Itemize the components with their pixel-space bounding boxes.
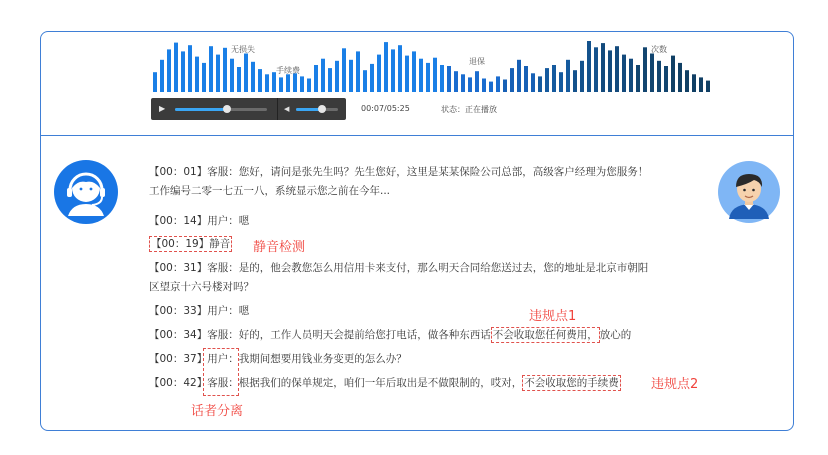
waveform-bar: [279, 77, 283, 92]
waveform-bar: [559, 72, 563, 92]
volume-icon[interactable]: ◀: [284, 105, 290, 113]
silence-detection-annotation: 静音检测: [253, 240, 306, 255]
play-icon[interactable]: ▶: [159, 104, 166, 113]
waveform-bar: [608, 50, 612, 92]
waveform-bar: [230, 59, 234, 92]
waveform-bar: [433, 58, 437, 92]
waveform-bar: [216, 55, 220, 92]
audio-player-controls: [151, 98, 346, 120]
waveform-bar: [503, 80, 507, 93]
waveform-label-fee: 手续费: [276, 66, 300, 75]
waveform-bar: [468, 77, 472, 92]
waveform-bar: [300, 76, 304, 92]
transcript-line: 【00：01】客服：您好，请问是张先生吗？先生您好，这里是某某保险公司总部，高级客户经理为您服务！: [149, 166, 649, 178]
violation-1-marker: 不会收取您任何费用，: [492, 329, 598, 341]
waveform-bar: [237, 67, 241, 92]
waveform-bar: [349, 60, 353, 92]
customer-service-agent-icon: [54, 160, 118, 224]
waveform-bar: [405, 56, 409, 92]
user-avatar-icon: [718, 161, 780, 223]
timestamp: 【00：42】: [149, 377, 208, 389]
waveform-bar: [160, 60, 164, 92]
waveform-bar: [251, 62, 255, 92]
speaker-separation-marker: [203, 348, 239, 396]
waveform-bar: [307, 79, 311, 93]
waveform-bar: [601, 43, 605, 92]
player-divider: [277, 98, 278, 120]
waveform-bar: [363, 70, 367, 92]
transcript-line-continued: 区望京十六号楼对吗？: [149, 281, 254, 293]
silence-marker: 【00：19】静音: [151, 238, 231, 250]
playback-progress-fill: [175, 108, 227, 111]
transcript-line: 【00：33】用户：嗯: [149, 305, 250, 317]
playback-time: 00:07/05:25: [361, 104, 410, 113]
waveform-bar: [440, 65, 444, 92]
waveform-bar: [524, 66, 528, 92]
waveform-bar: [454, 71, 458, 92]
waveform-bar: [496, 76, 500, 92]
waveform-bar: [489, 82, 493, 92]
waveform-bar: [398, 45, 402, 92]
waveform-bar: [181, 51, 185, 92]
speaker-label-agent: 客服：: [207, 377, 239, 389]
transcript-line: 【00：31】客服：是的，他会教您怎么用信用卡来支付，那么明天合同给您送过去，您的地址是北京市朝阳: [149, 262, 649, 274]
waveform-bar: [153, 72, 157, 92]
waveform-bar: [510, 68, 514, 92]
waveform-bar: [265, 74, 269, 92]
waveform-bar: [426, 63, 430, 92]
waveform-bar: [223, 48, 227, 92]
waveform-bar: [580, 61, 584, 92]
waveform-bar: [650, 54, 654, 93]
playback-progress-handle[interactable]: [223, 105, 231, 113]
waveform-bar: [643, 47, 647, 92]
waveform-label-times: 次数: [651, 45, 667, 54]
transcript-text: 我期间想要用钱业务变更的怎么办？: [238, 353, 407, 365]
timestamp: 【00：37】: [149, 353, 208, 365]
waveform-bar: [671, 56, 675, 92]
waveform-label-surrender: 退保: [469, 57, 485, 66]
waveform-bar: [538, 76, 542, 92]
waveform-bar: [314, 65, 318, 92]
waveform-bar: [587, 41, 591, 92]
waveform-bar: [195, 57, 199, 92]
volume-slider[interactable]: [296, 108, 338, 111]
waveform-bar: [657, 61, 661, 92]
transcript-text: 【00：34】客服：好的，工作人员明天会提前给您打电话，做各种东西话: [149, 329, 491, 341]
waveform-bar: [636, 65, 640, 92]
transcript-line: 【00：14】用户：嗯: [149, 215, 250, 227]
waveform-bar: [545, 68, 549, 92]
waveform-bar: [174, 43, 178, 92]
waveform-bar: [475, 71, 479, 92]
waveform-bar: [356, 51, 360, 92]
waveform-bar: [622, 55, 626, 92]
waveform-bar: [699, 77, 703, 92]
waveform-bar: [419, 59, 423, 92]
playback-status: 状态：正在播放: [441, 105, 497, 114]
speaker-label-user: 用户：: [207, 353, 239, 365]
waveform-bar: [335, 61, 339, 92]
waveform-bar: [188, 45, 192, 92]
waveform-bar: [461, 74, 465, 92]
waveform-bar: [706, 81, 710, 92]
waveform-bar: [342, 48, 346, 92]
waveform-bar: [244, 54, 248, 93]
transcript-line-continued: 工作编号二零一七五一八，系统显示您之前在今年...: [149, 185, 391, 197]
playback-progress-slider[interactable]: [175, 108, 267, 111]
waveform-bar: [377, 55, 381, 92]
waveform-bar: [412, 51, 416, 92]
waveform-bar: [594, 47, 598, 92]
waveform-bar: [678, 63, 682, 92]
violation-2-marker: 不会收取您的手续费: [524, 377, 619, 389]
waveform-bar: [692, 74, 696, 92]
waveform-bar: [482, 79, 486, 93]
waveform-bar: [321, 59, 325, 92]
waveform-bar: [286, 74, 290, 92]
section-divider: [41, 135, 793, 136]
waveform-bar: [517, 60, 521, 92]
waveform-bar: [370, 64, 374, 92]
transcript-line-silence: [149, 237, 232, 251]
waveform-bar: [685, 70, 689, 92]
volume-handle[interactable]: [318, 105, 326, 113]
waveform-bar: [664, 66, 668, 92]
waveform-bar: [566, 60, 570, 92]
waveform-bar: [447, 66, 451, 92]
waveform-bar: [293, 73, 297, 92]
speaker-separation-annotation: 话者分离: [191, 404, 244, 419]
waveform-bar: [629, 59, 633, 92]
waveform-bar: [552, 65, 556, 92]
transcript-line-violation-1: [149, 328, 631, 342]
transcript-text: 根据我们的保单规定，咱们一年后取出是不做限制的，哎对，: [238, 377, 523, 389]
waveform-bar: [328, 68, 332, 92]
waveform-bar: [209, 46, 213, 92]
waveform-bar: [258, 69, 262, 92]
transcript-text: 放心的: [599, 329, 632, 341]
violation-1-annotation: 违规点1: [529, 309, 577, 324]
waveform-bar: [531, 73, 535, 92]
waveform-bar: [573, 70, 577, 92]
waveform-bar: [202, 63, 206, 92]
call-analysis-panel: [40, 31, 794, 431]
waveform-bar: [167, 49, 171, 92]
waveform-bar: [615, 46, 619, 92]
waveform-bar: [391, 49, 395, 92]
waveform-bar: [384, 42, 388, 92]
transcript-line-user: [149, 352, 407, 366]
violation-2-annotation: 违规点2: [651, 377, 699, 392]
waveform-label-no-loss: 无损失: [231, 45, 255, 54]
